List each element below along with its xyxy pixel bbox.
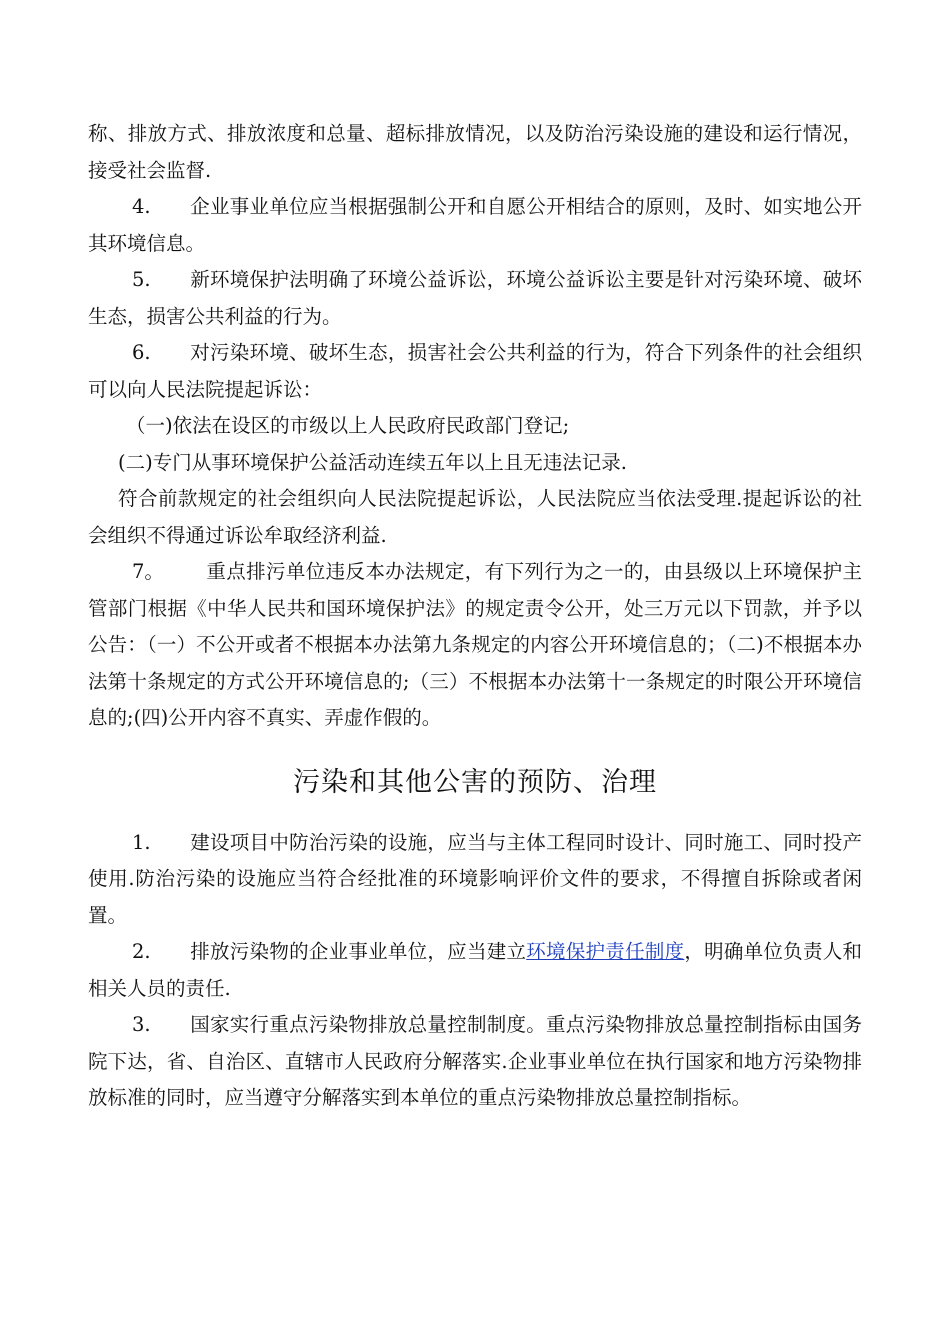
item-4 xyxy=(88,189,862,262)
item-5-number: 5. xyxy=(132,268,151,291)
item-4-text: 企业事业单位应当根据强制公开和自愿公开相结合的原则，及时、如实地公开其环境信息。 xyxy=(88,195,862,255)
section-item-1 xyxy=(88,825,862,935)
item-6 xyxy=(88,335,862,408)
document-page xyxy=(88,116,862,1117)
condition-1: （一)依法在设区的市级以上人民政府民政部门登记; xyxy=(126,414,570,437)
item-7-number: 7。 xyxy=(132,560,164,583)
section-item-2-number: 2. xyxy=(132,940,151,963)
condition-2: (二)专门从事环境保护公益活动连续五年以上且无违法记录. xyxy=(118,450,627,474)
section-item-3-text: 国家实行重点污染物排放总量控制制度。重点污染物排放总量控制指标由国务院下达，省、自治区、直辖市人民政府分解落实.企业事业单位在执行国家和地方污染物排放标准的同时，应当遵守分解落实到本单位的重点污染物排放总量控制指标。 xyxy=(88,1013,862,1109)
responsibility-system-link[interactable]: 环境保护责任制度 xyxy=(526,940,685,963)
section-item-2-text-before: 排放污染物的企业事业单位，应当建立 xyxy=(190,940,527,963)
paragraph-continued: 称、排放方式、排放浓度和总量、超标排放情况，以及防治污染设施的建设和运行情况，接受社会监督. xyxy=(88,122,862,182)
item-5-text: 新环境保护法明确了环境公益诉讼，环境公益诉讼主要是针对污染环境、破坏生态，损害公共利益的行为。 xyxy=(88,268,862,328)
section-item-1-text: 建设项目中防治污染的设施，应当与主体工程同时设计、同时施工、同时投产使用.防治污染的设施应当符合经批准的环境影响评价文件的要求，不得擅自拆除或者闲置。 xyxy=(88,830,862,927)
item-7-text: 重点排污单位违反本办法规定，有下列行为之一的，由县级以上环境保护主管部门根据《中华人民共和国环境保护法》的规定责令公开，处三万元以下罚款，并予以公告：（一）不公开或者不根据本办法第九条规定的内容公开环境信息的；（二)不根据本办法第十条规定的方式公开环境信息的;（三）不根据本办法第十一条规定的时限公开环境信息的;(四)公开内容不真实、弄虚作假的。 xyxy=(88,560,862,729)
section-title: 污染和其他公害的预防、治理 xyxy=(293,766,657,798)
item-6-text: 对污染环境、破坏生态，损害社会公共利益的行为，符合下列条件的社会组织可以向人民法院提起诉讼： xyxy=(88,341,862,401)
section-item-3 xyxy=(88,1007,862,1117)
item-7 xyxy=(88,554,862,737)
section-item-1-number: 1. xyxy=(132,830,151,854)
item-6-number: 6. xyxy=(132,341,151,364)
section-item-2-text-after: ，明确单位负责人和相关人员的责任. xyxy=(88,940,862,1000)
item-5 xyxy=(88,262,862,335)
follow-paragraph: 符合前款规定的社会组织向人民法院提起诉讼，人民法院应当依法受理.提起诉讼的社会组织不得通过诉讼牟取经济利益. xyxy=(88,487,862,547)
item-4-number: 4. xyxy=(132,195,151,218)
section-item-3-number: 3. xyxy=(132,1013,151,1036)
section-item-2 xyxy=(88,934,862,1007)
